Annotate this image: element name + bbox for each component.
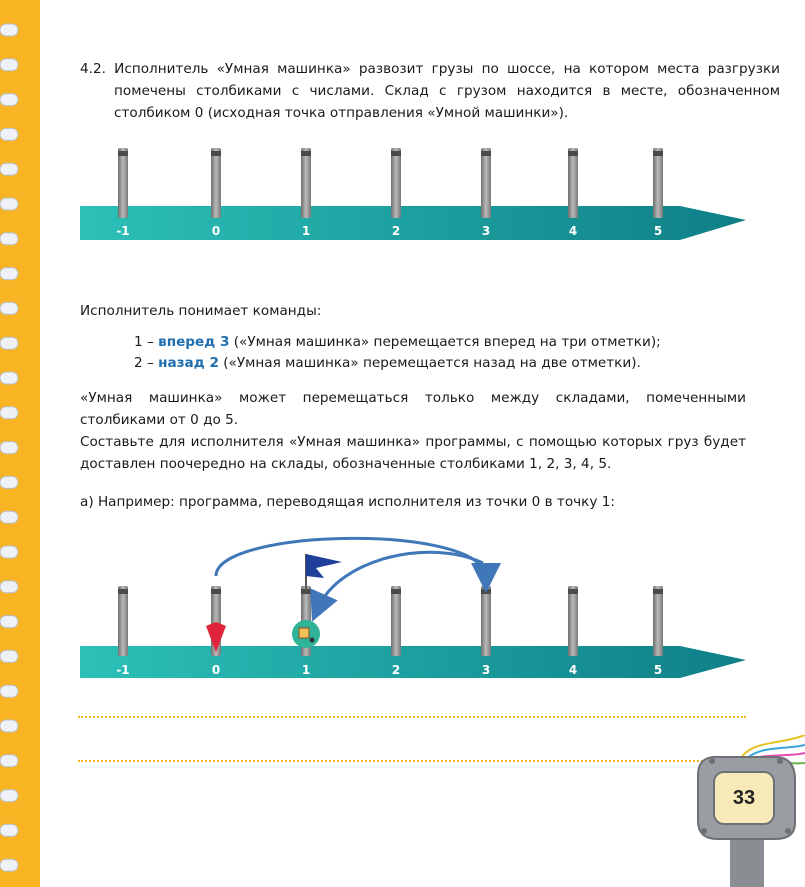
top-label-2: 2: [391, 224, 401, 238]
task-number: 4.2.: [80, 61, 106, 77]
top-label-1: 1: [301, 224, 311, 238]
top-post-5: [653, 148, 663, 218]
command-2: [134, 352, 641, 374]
top-post-0: [211, 148, 221, 218]
example-post-cap-3: [481, 589, 491, 594]
top-post-1: [301, 148, 311, 218]
spiral-ring: [0, 476, 18, 488]
command-1-description: («Умная машинка» перемещается вперед на три отметки);: [229, 334, 661, 350]
spiral-ring: [0, 755, 18, 767]
spiral-ring: [0, 94, 18, 106]
top-post-cap-4: [568, 151, 578, 156]
spiral-ring: [0, 268, 18, 280]
spiral-ring: [0, 128, 18, 140]
command-1-prefix: 1 –: [134, 334, 159, 350]
spiral-ring: [0, 824, 18, 836]
top-label--1: -1: [116, 224, 130, 238]
spiral-ring: [0, 407, 18, 419]
example-label-2: 2: [391, 663, 401, 677]
example-post-2: [391, 586, 401, 656]
example-label-1: 1: [301, 663, 311, 677]
spiral-ring: [0, 337, 18, 349]
number-line-example: [80, 528, 760, 688]
top-post-3: [481, 148, 491, 218]
spiral-ring: [0, 302, 18, 314]
spiral-ring: [0, 650, 18, 662]
notebook-spiral-edge: [0, 0, 40, 887]
example-post-3: [481, 586, 491, 656]
top-post-cap-0: [211, 151, 221, 156]
top-post-4: [568, 148, 578, 218]
spiral-ring: [0, 720, 18, 732]
example-label--1: -1: [116, 663, 130, 677]
example-label-5: 5: [653, 663, 663, 677]
top-post-cap-5: [653, 151, 663, 156]
top-label-3: 3: [481, 224, 491, 238]
command-1: [134, 331, 661, 353]
spiral-ring: [0, 24, 18, 36]
answer-line-1: [78, 716, 746, 718]
spiral-ring: [0, 372, 18, 384]
spiral-ring: [0, 546, 18, 558]
example-post-cap-4: [568, 589, 578, 594]
command-2-description: («Умная машинка» перемещается назад на две отметки).: [218, 355, 641, 371]
spiral-ring: [0, 616, 18, 628]
task-intro: [80, 58, 780, 124]
example-post--1: [118, 586, 128, 656]
command-2-keyword: назад 2: [158, 355, 219, 371]
answer-line-2: [78, 760, 746, 762]
robot-page-badge: [690, 735, 805, 887]
spiral-ring: [0, 59, 18, 71]
spiral-ring: [0, 581, 18, 593]
spiral-ring: [0, 198, 18, 210]
example-label-0: 0: [211, 663, 221, 677]
road-arrow: [80, 206, 746, 240]
spiral-ring: [0, 163, 18, 175]
flag-icon: [306, 554, 342, 592]
example-post-cap--1: [118, 589, 128, 594]
spiral-ring: [0, 790, 18, 802]
spiral-rings: [0, 0, 40, 887]
top-post-cap-2: [391, 151, 401, 156]
spiral-ring: [0, 442, 18, 454]
example-label-3: 3: [481, 663, 491, 677]
example-post-4: [568, 586, 578, 656]
spiral-ring: [0, 859, 18, 871]
spiral-ring: [0, 511, 18, 523]
example-post-cap-0: [211, 589, 221, 594]
command-1-keyword: вперед 3: [158, 334, 230, 350]
road-arrow: [80, 646, 746, 678]
top-post-cap-3: [481, 151, 491, 156]
example-label-4: 4: [568, 663, 578, 677]
example-post-5: [653, 586, 663, 656]
top-label-4: 4: [568, 224, 578, 238]
top-post-2: [391, 148, 401, 218]
example-post-cap-5: [653, 589, 663, 594]
example-text: а) Например: программа, переводящая исполнителя из точки 0 в точку 1:: [80, 494, 615, 510]
top-post-cap--1: [118, 151, 128, 156]
top-label-5: 5: [653, 224, 663, 238]
paragraph-task: Составьте для исполнителя «Умная машинка» программы, с помощью которых груз будет доставлен поочередно на склады, обозначенные столбиками 1, 2, 3, 4, 5.: [80, 434, 746, 472]
task-intro-text: Исполнитель «Умная машинка» развозит грузы по шоссе, на котором места разгрузки помечены столбиками с числами. Склад с грузом находится в месте, обозначенном столбиком 0 (исходная точка отправления «Умной машинки»).: [114, 61, 780, 121]
example-post-cap-2: [391, 589, 401, 594]
spiral-ring: [0, 685, 18, 697]
top-post-cap-1: [301, 151, 311, 156]
page-number: 33: [732, 787, 756, 809]
top-post--1: [118, 148, 128, 218]
top-label-0: 0: [211, 224, 221, 238]
spiral-ring: [0, 233, 18, 245]
paragraph-range: «Умная машинка» может перемещаться только между складами, помеченными столбиками от 0 до 5.: [80, 390, 746, 428]
robot-neck: [730, 835, 764, 887]
cargo-icon: [292, 620, 320, 648]
number-line-top: [80, 140, 760, 250]
commands-heading: Исполнитель понимает команды:: [80, 303, 322, 319]
command-2-prefix: 2 –: [134, 355, 159, 371]
